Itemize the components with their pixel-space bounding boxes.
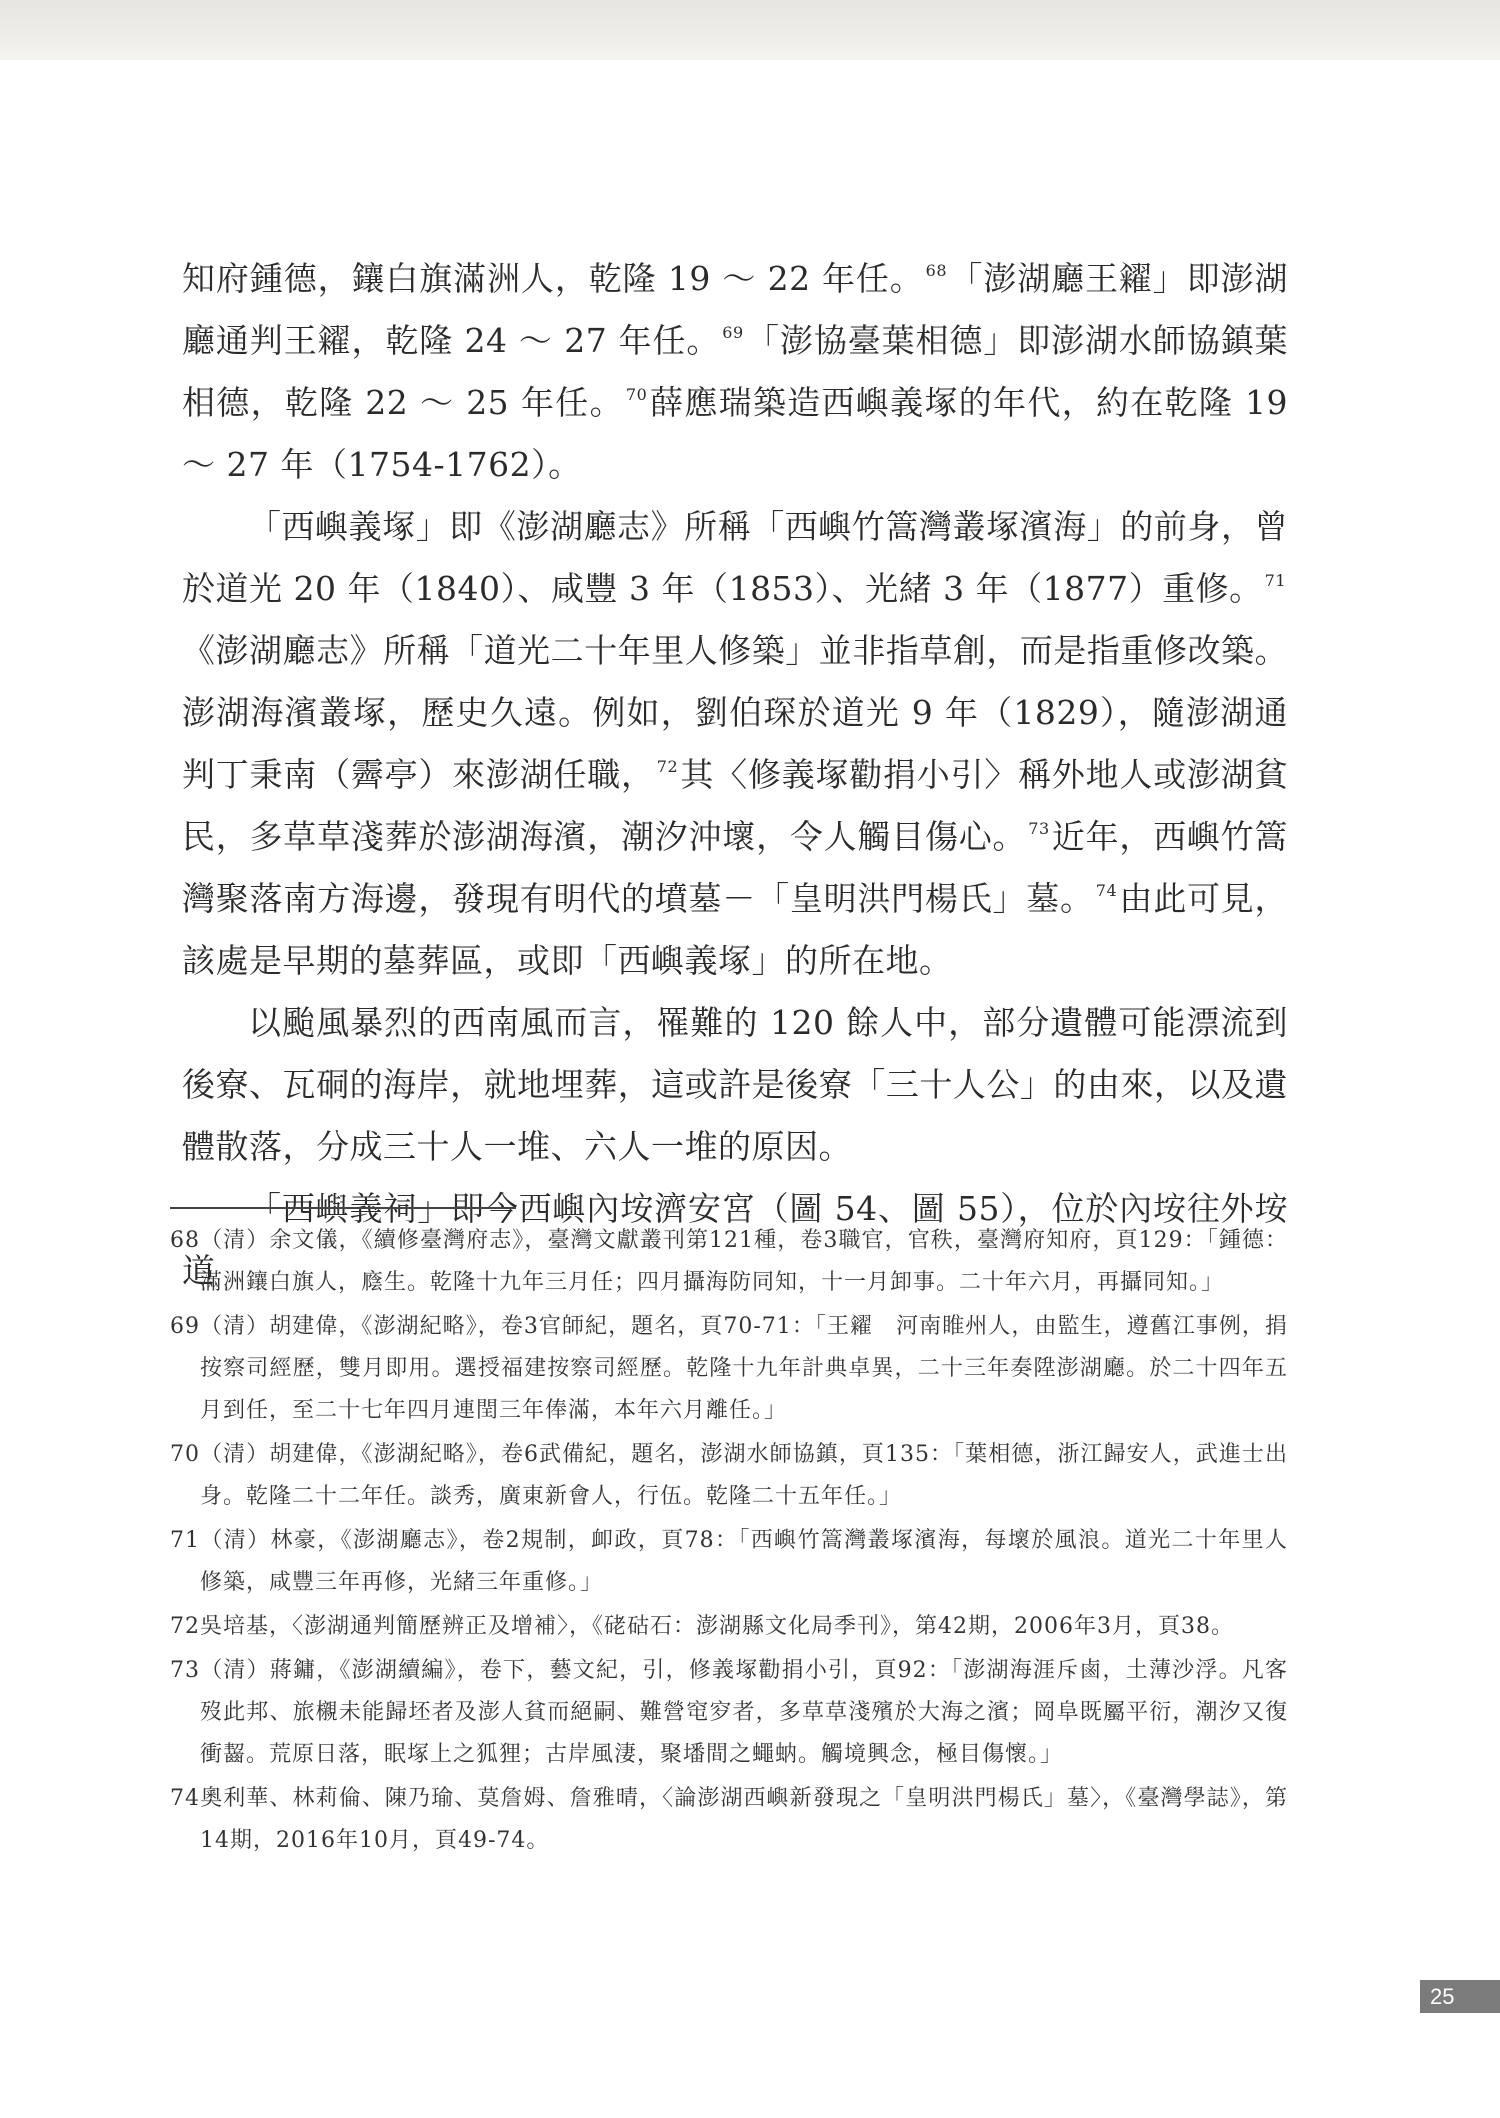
footnote-ref: 72 [656, 757, 679, 776]
page-number: 25 [1420, 1980, 1500, 2013]
paragraph [182, 496, 1288, 992]
text-segment: 「澎協臺葉相德」即澎湖水師協鎮葉相德，乾隆 22 ～ 25 年任。 [182, 321, 1288, 422]
footnote-ref: 73 [1028, 819, 1050, 838]
footnote-item [170, 1606, 1288, 1648]
footnote-text: （清）胡建偉，《澎湖紀略》，卷6武備紀，題名，澎湖水師協鎮，頁135：「葉相德，浙江歸安人，武進士出身。乾隆二十二年任。談秀，廣東新會人，行伍。乾隆二十五年任。」 [200, 1442, 1288, 1509]
footnote-item [170, 1434, 1288, 1518]
footnote-number: 74 [170, 1786, 200, 1811]
footnote-ref: 68 [925, 261, 948, 280]
footnote-item [170, 1306, 1288, 1432]
footnote-ref: 71 [1264, 571, 1286, 590]
text-segment: 「西嶼義祠」即今西嶼內垵濟安宮（圖 54、圖 55），位於內垵往外垵道 [182, 1189, 1288, 1290]
footnote-item [170, 1220, 1288, 1304]
footnote-item [170, 1520, 1288, 1604]
footnote-ref: 74 [1095, 881, 1118, 900]
footnote-number: 71 [170, 1528, 200, 1553]
footnote-number: 68 [170, 1228, 200, 1253]
text-segment: 由此可見，該處是早期的墓葬區，或即「西嶼義塚」的所在地。 [182, 879, 1289, 980]
footnote-separator [170, 1207, 516, 1209]
scan-top-band [0, 0, 1500, 60]
text-segment: 薛應瑞築造西嶼義塚的年代，約在乾隆 19 ～ 27 年（1754-1762）。 [182, 383, 1288, 484]
footnote-number: 72 [170, 1614, 200, 1639]
footnote-number: 70 [170, 1442, 200, 1467]
footnote-text: （清）胡建偉，《澎湖紀略》，卷3官師紀，題名，頁70-71：「王糴 河南睢州人，由監生，遵舊江事例，捐按察司經歷，雙月即用。選授福建按察司經歷。乾隆十九年計典卓異，二十三年奏陞澎湖廳。於二十四年五月到任，至二十七年四月連閏三年俸滿，本年六月離任。」 [200, 1314, 1288, 1423]
text-segment: 《澎湖廳志》所稱「道光二十年里人修築」並非指草創，而是指重修改築。澎湖海濱叢塚，歷史久遠。例如，劉伯琛於道光 9 年（1829），隨澎湖通判丁秉南（霽亭）來澎湖任職， [182, 631, 1288, 794]
footnotes [170, 1220, 1288, 1864]
footnote-text: （清）蔣鏞，《澎湖續編》，卷下，藝文紀，引，修義塚勸捐小引，頁92：「澎湖海涯斥鹵，土薄沙浮。凡客歿此邦、旅櫬未能歸坯者及澎人貧而絕嗣、難營窀穸者，多草草淺殯於大海之濱；岡阜既屬平衍，潮汐又復衝齧。荒原日落，眠塚上之狐狸；古岸風淒，聚墦間之蠅蚋。觸境興念，極目傷懷。」 [200, 1658, 1288, 1767]
text-segment: 其〈修義塚勸捐小引〉稱外地人或澎湖貧民，多草草淺葬於澎湖海濱，潮汐沖壞，令人觸目傷心。 [182, 755, 1289, 856]
text-segment: 「西嶼義塚」即《澎湖廳志》所稱「西嶼竹篙灣叢塚濱海」的前身，曾於道光 20 年（1840）、咸豐 3 年（1853）、光緒 3 年（1877）重修。 [182, 507, 1288, 608]
paragraph [182, 992, 1288, 1178]
footnote-text: （清）林豪，《澎湖廳志》，卷2規制，卹政，頁78：「西嶼竹篙灣叢塚濱海，每壞於風浪。道光二十年里人修築，咸豐三年再修，光緒三年重修。」 [200, 1528, 1288, 1595]
text-segment: 「澎湖廳王糴」即澎湖廳通判王糴，乾隆 24 ～ 27 年任。 [182, 259, 1288, 360]
footnote-number: 69 [170, 1314, 200, 1339]
text-segment: 知府鍾德，鑲白旗滿洲人，乾隆 19 ～ 22 年任。 [182, 259, 924, 298]
paragraph [182, 248, 1288, 496]
footnote-text: 吳培基，〈澎湖通判簡歷辨正及增補〉，《硓𥑮石：澎湖縣文化局季刊》，第42期，2006年3月，頁38。 [200, 1614, 1234, 1639]
footnote-text: （清）余文儀，《續修臺灣府志》，臺灣文獻叢刊第121種，卷3職官，官秩，臺灣府知府，頁129：「鍾德：滿洲鑲白旗人，廕生。乾隆十九年三月任；四月攝海防同知，十一月卸事。二十年六月，再攝同知。」 [200, 1228, 1288, 1295]
footnote-item [170, 1650, 1288, 1776]
text-segment: 近年，西嶼竹篙灣聚落南方海邊，發現有明代的墳墓－「皇明洪門楊氏」墓。 [182, 817, 1289, 918]
footnote-ref: 70 [625, 385, 648, 404]
text-segment: 以颱風暴烈的西南風而言，罹難的 120 餘人中，部分遺體可能漂流到後寮、瓦硐的海岸，就地埋葬，這或許是後寮「三十人公」的由來，以及遺體散落，分成三十人一堆、六人一堆的原因。 [182, 1003, 1288, 1166]
footnote-number: 73 [170, 1658, 200, 1683]
footnote-item [170, 1778, 1288, 1862]
footnote-ref: 69 [722, 323, 744, 342]
main-text [182, 248, 1288, 1302]
footnote-text: 奧利華、林莉倫、陳乃瑜、莫詹姆、詹雅晴，〈論澎湖西嶼新發現之「皇明洪門楊氏」墓〉，《臺灣學誌》，第14期，2016年10月，頁49-74。 [200, 1786, 1288, 1853]
